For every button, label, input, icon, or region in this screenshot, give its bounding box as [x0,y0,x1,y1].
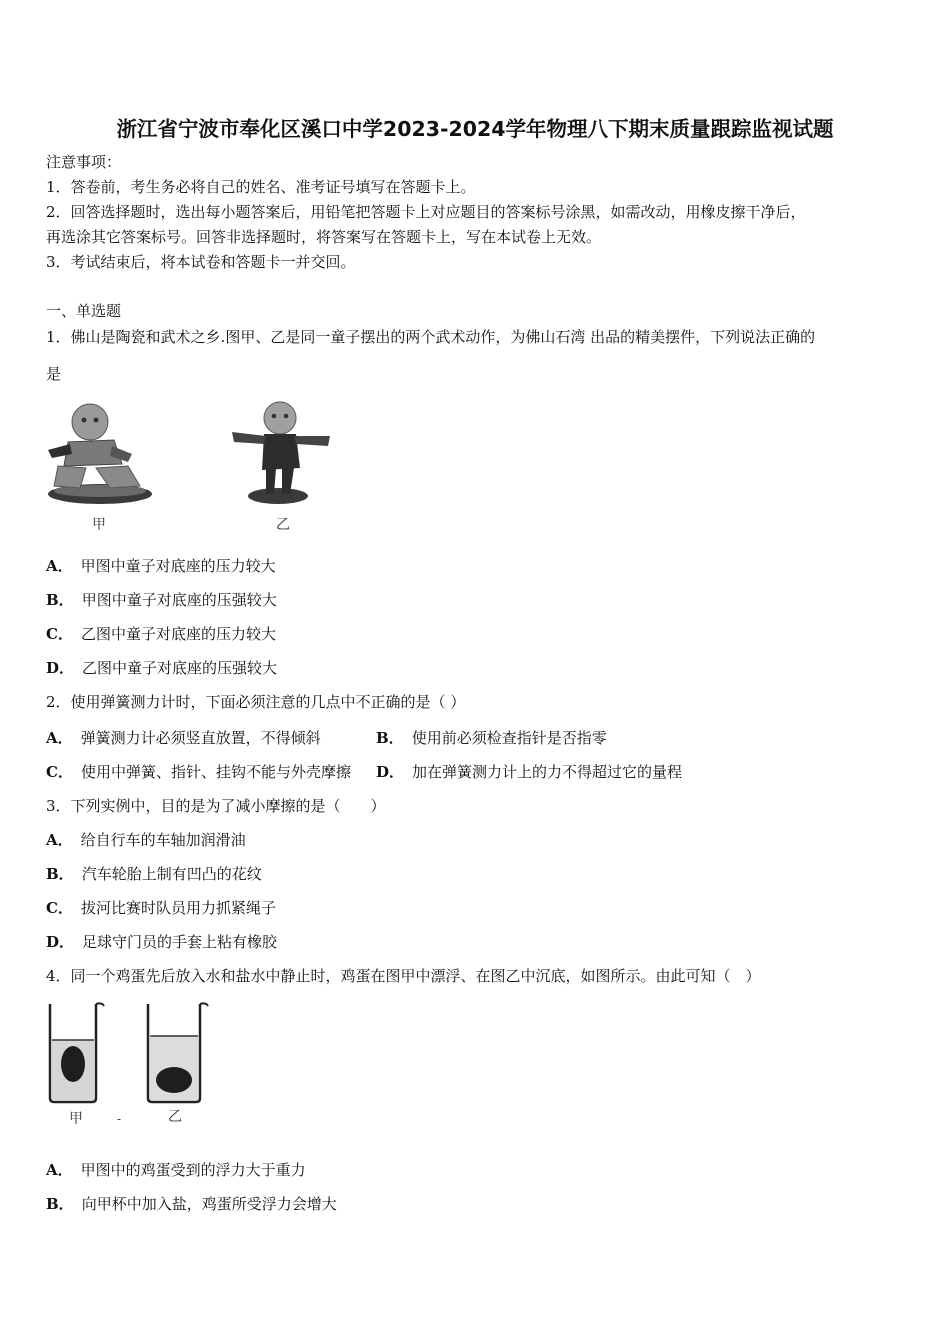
option-text: 足球守门员的手套上粘有橡胶 [82,933,278,951]
option-text: 使用前必须检查指针是否指零 [411,729,607,747]
option-label: B． [46,591,74,609]
option-label: A． [46,831,73,849]
q1-option-c[interactable] [46,624,276,644]
notice-heading: 注意事项： [46,153,122,171]
option-label: D． [46,659,75,677]
notice-item-1: 1．答卷前，考生务必将自己的姓名、准考证号填写在答题卡上。 [46,178,476,196]
q3-option-c[interactable] [46,898,276,918]
q2-option-b[interactable] [376,728,607,748]
q2-stem: 2．使用弹簧测力计时，下面必须注意的几点中不正确的是（ ） [46,693,466,711]
option-text: 乙图中童子对底座的压力较大 [80,625,276,643]
option-text: 使用中弹簧、指针、挂钩不能与外壳摩擦 [80,763,351,781]
q1-option-a[interactable] [46,556,276,576]
q1-fig-label-jia: 甲 [92,517,106,533]
option-label: A． [46,1161,73,1179]
option-label: C． [46,899,73,917]
option-text: 加在弹簧测力计上的力不得超过它的量程 [412,763,683,781]
option-label: B． [46,1195,74,1213]
option-label: C． [46,625,73,643]
option-text: 乙图中童子对底座的压强较大 [82,659,278,677]
q3-option-d[interactable] [46,932,277,952]
option-label: A． [46,729,73,747]
q2-option-c[interactable] [46,762,351,782]
q4-option-b[interactable] [46,1194,337,1214]
notice-item-3: 3．考试结束后，将本试卷和答题卡一并交回。 [46,253,356,271]
notice-item-2-cont: 再选涂其它答案标号。回答非选择题时，将答案写在答题卡上，写在本试卷上无效。 [46,228,602,246]
figure-dash-mark: - [117,1112,122,1126]
option-label: C． [46,763,73,781]
option-text: 甲图中童子对底座的压强较大 [81,591,277,609]
figure-yi-statue [228,398,334,510]
notice-item-2: 2．回答选择题时，选出每小题答案后，用铅笔把答题卡上对应题目的答案标号涂黑，如需改动，用橡皮擦干净后， [46,203,806,221]
q1-stem-cont: 是 [46,365,62,383]
figure-yi-beaker [140,1000,210,1104]
option-label: B． [376,729,404,747]
q1-option-b[interactable] [46,590,277,610]
q2-option-a[interactable] [46,728,321,748]
option-label: A． [46,557,73,575]
option-label: D． [46,933,75,951]
figure-jia-statue [44,398,154,510]
q4-fig-label-yi: 乙 [168,1109,182,1125]
figure-jia-beaker [44,1000,106,1104]
option-label: D． [376,763,405,781]
q3-stem: 3．下列实例中，目的是为了减小摩擦的是（ ） [46,797,386,815]
option-label: B． [46,865,74,883]
q4-stem: 4．同一个鸡蛋先后放入水和盐水中静止时，鸡蛋在图甲中漂浮、在图乙中沉底，如图所示。由此可知（ ） [46,967,761,985]
q4-fig-label-jia: 甲 [69,1111,83,1127]
section-heading: 一、单选题 [46,302,122,320]
q1-stem: 1．佛山是陶瓷和武术之乡.图甲、乙是同一童子摆出的两个武术动作，为佛山石湾 出品的精美摆件，下列说法正确的 [46,328,816,346]
q1-fig-label-yi: 乙 [276,517,290,533]
option-text: 汽车轮胎上制有凹凸的花纹 [81,865,262,883]
q4-option-a[interactable] [46,1160,306,1180]
option-text: 弹簧测力计必须竖直放置，不得倾斜 [80,729,321,747]
option-text: 给自行车的车轴加润滑油 [80,831,246,849]
option-text: 甲图中童子对底座的压力较大 [80,557,276,575]
q3-option-a[interactable] [46,830,246,850]
q2-option-d[interactable] [376,762,682,782]
option-text: 拔河比赛时队员用力抓紧绳子 [80,899,276,917]
option-text: 向甲杯中加入盐，鸡蛋所受浮力会增大 [81,1195,337,1213]
q3-option-b[interactable] [46,864,262,884]
q1-option-d[interactable] [46,658,277,678]
page-title: 浙江省宁波市奉化区溪口中学2023-2024学年物理八下期末质量跟踪监视试题 [116,117,834,141]
option-text: 甲图中的鸡蛋受到的浮力大于重力 [80,1161,306,1179]
